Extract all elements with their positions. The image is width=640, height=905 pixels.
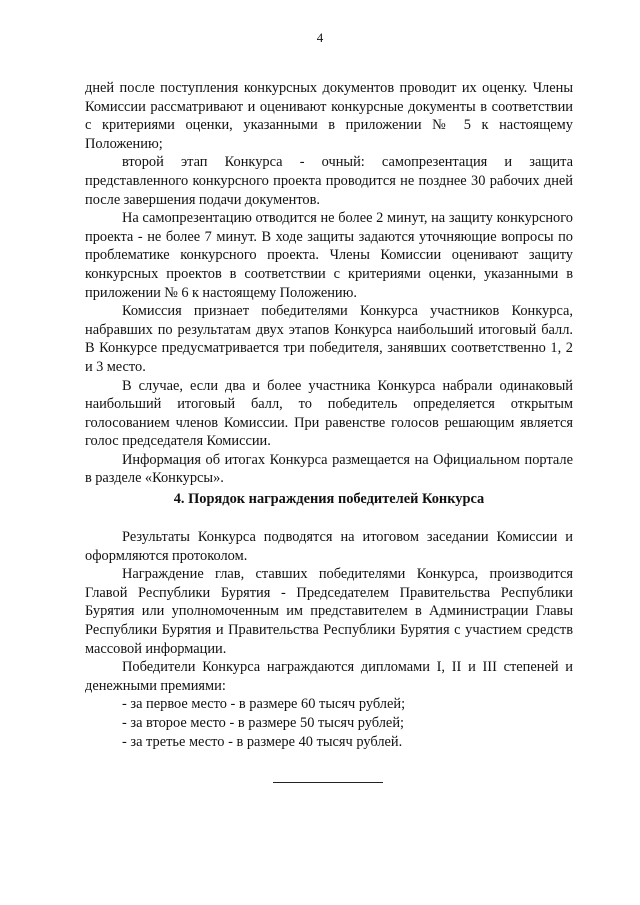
section-heading: 4. Порядок награждения победителей Конкурса [173, 491, 485, 507]
paragraph: Информация об итогах Конкурса размещается на Официальном портале в разделе «Конкурсы». [85, 451, 573, 487]
paragraph: Победители Конкурса награждаются дипломами I, II и III степеней и денежными премиями: [85, 659, 573, 694]
page-number: 4 [316, 30, 324, 45]
document-body [85, 79, 573, 750]
section-awards [85, 528, 573, 751]
list-item: - за второе место - в размере 50 тысяч рублей; [122, 714, 405, 731]
paragraph: Комиссия признает победителями Конкурса участников Конкурса, набравших по результатам двух этапов Конкурса наибольший итоговый балл. В Конкурсе предусматривается три победителя, занявших соответственно 1, 2 и 3 место. [85, 303, 573, 375]
paragraph: Результаты Конкурса подводятся на итоговом заседании Комиссии и оформляются протоколом. [85, 529, 573, 564]
paragraph: второй этап Конкурса - очный: самопрезентация и защита представленного конкурсного проекта проводится не позднее 30 рабочих дней после завершения подачи документов. [85, 154, 573, 208]
paragraph: В случае, если два и более участника Конкурса набрали одинаковый наибольший итоговый балл, то победитель определяется открытым голосованием членов Комиссии. При равенстве голосов решающим является голос председателя Комиссии. [85, 377, 573, 450]
list-item: - за первое место - в размере 60 тысяч рублей; [122, 696, 406, 713]
paragraph: На самопрезентацию отводится не более 2 минут, на защиту конкурсного проекта - не более 7 минут. В ходе защиты задаются уточняющие вопросы по проблематике конкурсного проекта. Члены Комиссии оценивают защиту конкурсных проектов в соответствии с критериями оценки, указанными в приложении № 6 к настоящему Положению. [85, 210, 573, 301]
paragraph: Награждение глав, ставших победителями Конкурса, производится Главой Республики Бурятия - Председателем Правительства Республики Бурятия или уполномоченным им представителем в Администрации Главы Республики Бурятия и Правительства Республики Бурятия с участием средств массовой информации. [85, 566, 573, 657]
list-item: - за третье место - в размере 40 тысяч рублей. [122, 733, 403, 750]
paragraph: дней после поступления конкурсных документов проводит их оценку. Члены Комиссии рассматривают и оценивают конкурсные документы в соответствии с критериями оценки, указанными в приложении № 5 к настоящему Положению; [85, 80, 573, 152]
end-divider [273, 782, 383, 783]
